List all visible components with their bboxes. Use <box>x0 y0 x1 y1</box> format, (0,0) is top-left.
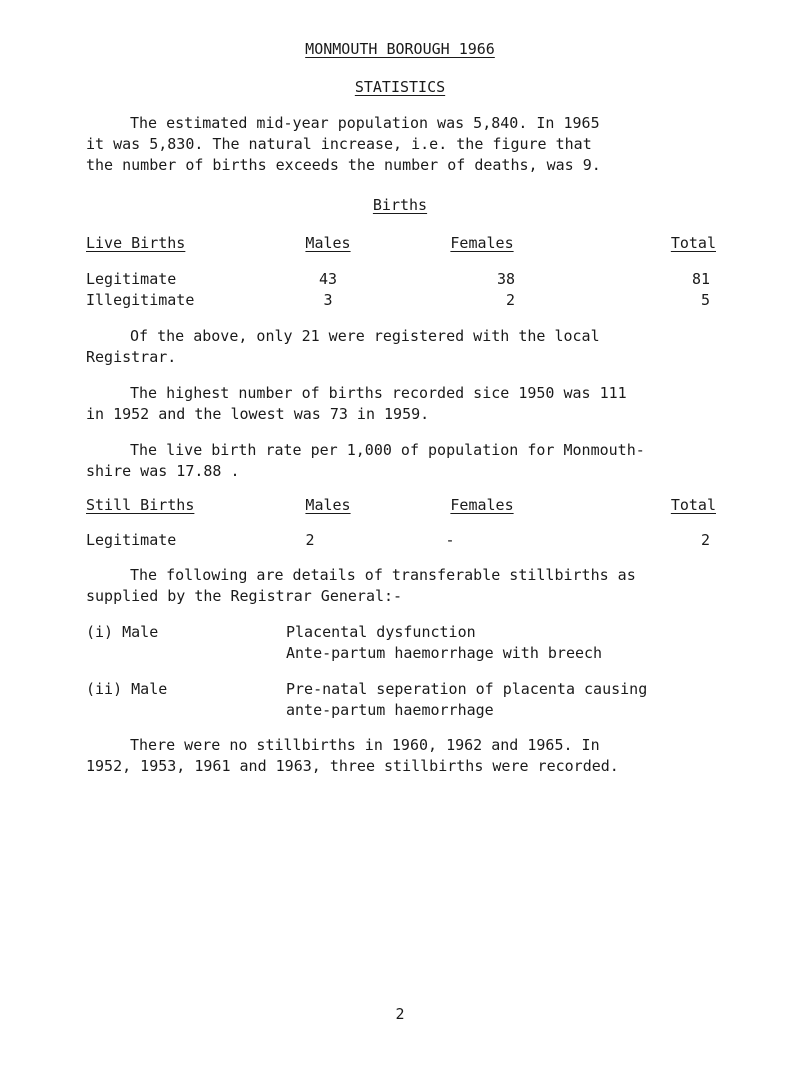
page-number: 2 <box>395 1005 405 1023</box>
details-line-2: supplied by the Registrar General:- <box>86 587 403 605</box>
cell-females: - <box>445 531 455 549</box>
row-label: Legitimate <box>86 270 177 288</box>
registered-line-1: Of the above, only 21 were registered with the local <box>130 327 600 345</box>
cell-females: 38 <box>496 270 515 288</box>
section-heading-statistics: STATISTICS <box>354 78 446 96</box>
births-col-live-births: Live Births <box>86 234 186 252</box>
cell-males: 2 <box>305 531 315 549</box>
rate-line-1: The live birth rate per 1,000 of population for Monmouth- <box>130 441 645 459</box>
births-col-total: Total <box>670 234 716 252</box>
cell-females: 2 <box>505 291 515 309</box>
still-col-total: Total <box>670 496 716 514</box>
row-label: Legitimate <box>86 531 177 549</box>
cell-total: 81 <box>691 270 710 288</box>
details-line-1: The following are details of transferable stillbirths as <box>130 566 636 584</box>
births-col-males: Males <box>305 234 351 252</box>
highest-line-2: in 1952 and the lowest was 73 in 1959. <box>86 405 430 423</box>
still-col-females: Females <box>450 496 514 514</box>
cell-males: 3 <box>323 291 333 309</box>
case-label: (i) Male <box>86 623 159 641</box>
intro-line-1: The estimated mid-year population was 5,840. In 1965 <box>130 114 600 132</box>
row-label: Illegitimate <box>86 291 195 309</box>
intro-line-2: it was 5,830. The natural increase, i.e. the figure that <box>86 135 592 153</box>
case-line-1: Pre-natal seperation of placenta causing <box>286 680 648 698</box>
births-col-females: Females <box>450 234 514 252</box>
closing-line-1: There were no stillbirths in 1960, 1962 and 1965. In <box>130 736 600 754</box>
closing-line-2: 1952, 1953, 1961 and 1963, three stillbirths were recorded. <box>86 757 619 775</box>
case-label: (ii) Male <box>86 680 168 698</box>
case-line-1: Placental dysfunction <box>286 623 476 641</box>
case-line-2: ante-partum haemorrhage <box>286 701 494 719</box>
births-heading: Births <box>372 196 428 214</box>
case-line-2: Ante-partum haemorrhage with breech <box>286 644 603 662</box>
cell-total: 2 <box>700 531 710 549</box>
rate-line-2: shire was 17.88 . <box>86 462 240 480</box>
intro-line-3: the number of births exceeds the number of deaths, was 9. <box>86 156 601 174</box>
highest-line-1: The highest number of births recorded sice 1950 was 111 <box>130 384 627 402</box>
cell-total: 5 <box>700 291 710 309</box>
registered-line-2: Registrar. <box>86 348 177 366</box>
cell-males: 43 <box>318 270 338 288</box>
page-title: MONMOUTH BOROUGH 1966 <box>305 40 495 58</box>
still-col-still-births: Still Births <box>86 496 195 514</box>
still-col-males: Males <box>305 496 351 514</box>
